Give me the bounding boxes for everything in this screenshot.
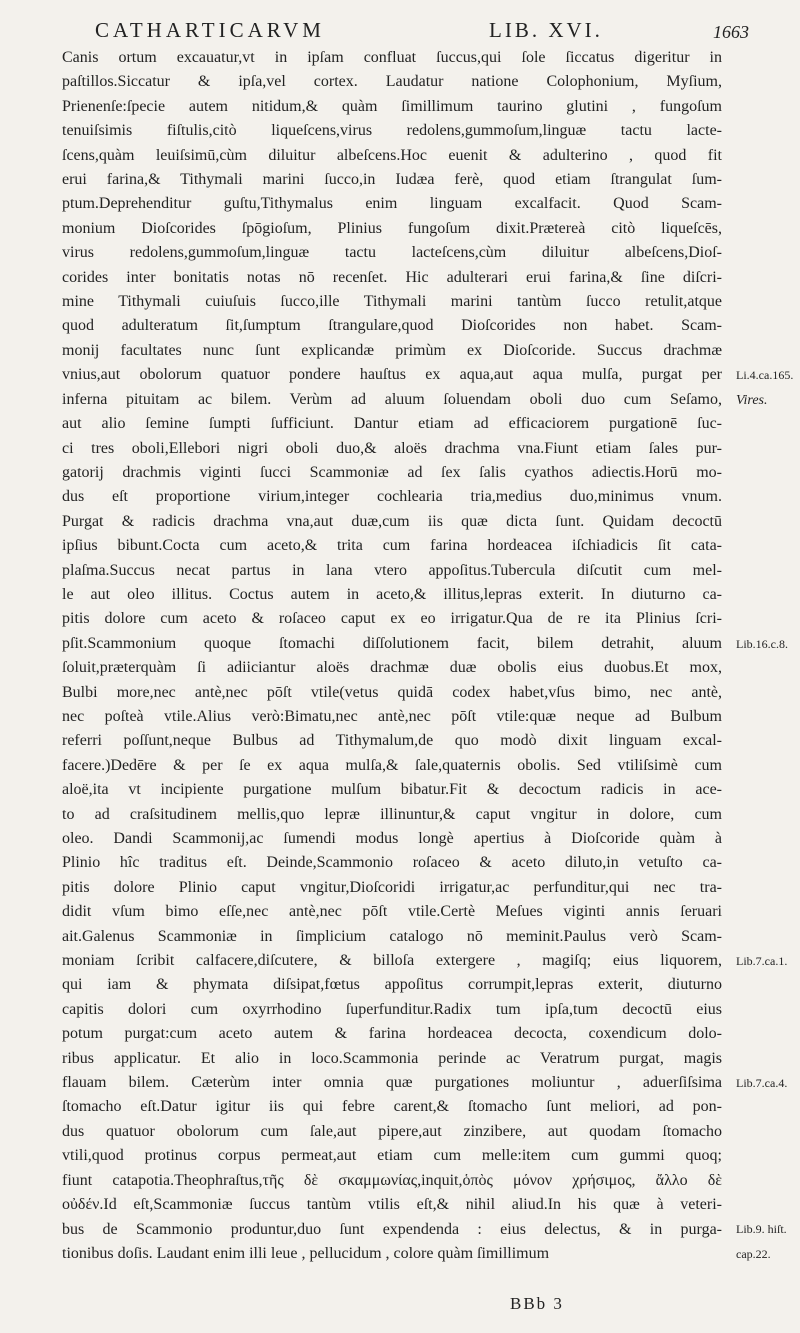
text-line: pitis dolore cum aceto & roſaceo caput ex eo irrigatur.Qua de re ita Plinius ſcri- <box>62 610 722 628</box>
text-line: vnius,aut obolorum quatuor pondere hauſtus ex aqua,aut aqua mulſa, purgat per <box>62 366 722 384</box>
text-line: capitis dolori cum oxyrrhodino ſuperfunditur.Radix tum ipſa,tum decoctū eius <box>62 1000 722 1018</box>
text-line: aloë,ita vt incipiente purgatione mulſum bibatur.Fit & decoctum radicis in ace- <box>62 781 722 799</box>
text-line: pſit.Scammonium quoque ſtomachi diſſolutionem facit, bilem detrahit, aluum <box>62 634 722 652</box>
text-line: ſtomacho eſt.Datur igitur iis qui febre carent,& ſtomacho ſunt meliori, ad pon- <box>62 1098 722 1116</box>
text-line: Purgat & radicis drachma vna,aut duæ,cum iis quæ dicta ſunt. Quidam decoctū <box>62 512 722 530</box>
text-line: quod adulteratum ſit,ſumptum ſtrangulare,quod Dioſcorides non habet. Scam- <box>62 317 722 335</box>
margin-note: Li.4.ca.165. <box>736 368 794 383</box>
text-line: monij facultates nunc ſunt explicandæ primùm ex Dioſcoride. Succus drachmæ <box>62 341 722 359</box>
text-line: vtili,quod protinus corpus permeat,aut etiam cum melle:item cum gummi quoq; <box>62 1147 722 1165</box>
margin-note: Vires. <box>736 392 768 408</box>
text-line: bus de Scammonio produntur,duo ſunt expendenda : eius delectus, & in purga- <box>62 1220 722 1238</box>
text-line: gatorij drachmis viginti ſucci Scammoniæ ad ſex ſalis cyathos adiectis.Horū mo- <box>62 463 722 481</box>
text-line: qui iam & phymata diſsipat,fœtus appoſitus corrumpit,lepras exterit, diuturno <box>62 976 722 994</box>
margin-note: cap.22. <box>736 1246 771 1261</box>
text-line: flauam bilem. Cæterùm inter omnia quæ purgationes moliuntur , aduerſiſsima <box>62 1074 722 1092</box>
book-number: LIB. XVI. <box>489 18 603 42</box>
text-line: nec poſteà vtile.Alius verò:Bimatu,nec antè,nec pōſt vtile:quæ neque ad Bulbum <box>62 707 722 725</box>
text-line: ait.Galenus Scammoniæ in ſimplicium catalogo nō meminit.Paulus verò Scam- <box>62 927 722 945</box>
page-number: 1663 <box>713 22 749 42</box>
text-line: dus eſt proportione virium,integer cochlearia tria,medius duo,minimus vnum. <box>62 488 722 506</box>
text-line: ſcens,quàm leuiſsimū,cùm diluitur albeſcens.Hoc euenit & adulterino , quod fit <box>62 146 722 164</box>
text-line: erui farina,& Tithymali marini ſucco,in Iudæa ferè, quod etiam ſtrangulat ſum- <box>62 171 722 189</box>
text-line: Bulbi more,nec antè,nec pōſt vtile(vetus quidā codex habet,vſus bimo, nec antè, <box>62 683 722 701</box>
text-line: le aut oleo illitus. Coctus autem in aceto,& illitus,lepras exterit. In diuturno ca- <box>62 585 722 603</box>
text-line: ipſius bibunt.Cocta cum aceto,& trita cum farina hordeacea iſchiadicis ſit cata- <box>62 537 722 555</box>
text-line: monium Dioſcorides ſpōgioſum, Plinius fungoſum dixit.Prætereà citò liqueſcēs, <box>62 219 722 237</box>
text-line: dus quatuor obolorum cum ſale,aut pipere,aut zinzibere, aut quodam ſtomacho <box>62 1122 722 1140</box>
text-line: tenuiſsimis fiſtulis,citò liqueſcens,virus redolens,gummoſum,linguæ tactu lacte- <box>62 122 722 140</box>
text-line: aut alio ſemine ſumpti ſufficiunt. Dantur etiam ad efficaciorem purgationē ſuc- <box>62 415 722 433</box>
text-line: potum purgat:cum aceto autem & farina hordeacea decocta, coxendicum dolo- <box>62 1025 722 1043</box>
text-line: ptum.Deprehenditur guſtu,Tithymalus enim linguam excalfacit. Quod Scam- <box>62 195 722 213</box>
text-line: Canis ortum excauatur,vt in ipſam confluat ſuccus,qui ſole ſiccatus digeritur in <box>62 49 722 66</box>
margin-note: Lib.7.ca.1. <box>736 953 788 968</box>
text-line: facere.)Dedēre & per ſe ex aqua mulſa,& ſale,quaternis obolis. Sed vtiliſsimè cum <box>62 756 722 774</box>
margin-note: Lib.9. hiſt. <box>736 1222 787 1237</box>
text-line: virus redolens,gummoſum,linguæ tactu lacteſcens,cùm diluitur albeſcens,Dioſ- <box>62 244 722 262</box>
body-text <box>62 46 722 1266</box>
text-line: to ad craſsitudinem mellis,quo lepræ illinuntur,& caput vngitur in dolore, cum <box>62 805 722 823</box>
text-line: pitis dolore Plinio caput vngitur,Dioſcoridi irrigatur,ac perfunditur,qui nec tra- <box>62 878 722 896</box>
running-title: CATHARTICARVM <box>95 18 325 42</box>
text-line: didit vſum bimo eſſe,nec antè,nec pōſt vtile.Certè Meſues viginti annis ſeruari <box>62 903 722 921</box>
text-line: fiunt catapotia.Theophraſtus,τῆς δὲ σκαμμωνίας,inquit,ὁπὸς μόνον χρήσιμος, ἄλλο δὲ <box>62 1171 722 1189</box>
text-line: mine Tithymali cuiuſuis ſucco,ille Tithymali marini tantùm ſucco retulit,atque <box>62 293 722 311</box>
text-line: oleo. Dandi Scammonij,ac ſumendi modus longè apertius à Dioſcoride quàm à <box>62 830 722 847</box>
margin-notes <box>736 0 800 1333</box>
margin-note: Lib.7.ca.4. <box>736 1075 788 1090</box>
text-line: ribus applicatur. Et alio in loco.Scammonia perinde ac Veratrum purgat, magis <box>62 1049 722 1067</box>
running-header <box>95 14 765 44</box>
text-line: Prienenſe:ſpecie autem nitidum,& quàm ſimillimum taurino glutini , fungoſum <box>62 97 722 115</box>
text-line: referri poſſunt,neque Bulbus ad Tithymalum,de quo modò dixit linguam excal- <box>62 732 722 750</box>
text-line: ci tres oboli,Ellebori nigri oboli duo,& aloës drachma vna.Fiunt etiam ſales pur- <box>62 439 722 457</box>
text-line: paſtillos.Siccatur & ipſa,vel cortex. Laudatur natione Colophonium, Myſium, <box>62 73 722 91</box>
text-line: οὐδέν.Id eſt,Scammoniæ ſuccus tantùm vtilis eſt,& nihil aliud.In his quæ à veteri- <box>62 1196 722 1214</box>
text-line: plaſma.Succus necat partus in lana vtero appoſitus.Tubercula diſcutit cum mel- <box>62 561 722 579</box>
text-line: ſoluit,præterquàm ſi adiiciantur aloës drachmæ duæ obolis eius duobus.Et mox, <box>62 659 722 677</box>
printer-signature: BBb 3 <box>510 1294 564 1313</box>
margin-note: Lib.16.c.8. <box>736 636 788 651</box>
text-line: inferna pituitam ac bilem. Verùm ad aluum ſoluendam oboli duo cum Seſamo, <box>62 390 722 408</box>
text-line: corides inter bonitatis notas nō recenſet. Hic adulterari erui farina,& ſine diſcri- <box>62 268 722 286</box>
text-line: Plinio hîc traditus eſt. Deinde,Scammonio roſaceo & aceto diluto,in vetuſto ca- <box>62 854 722 872</box>
text-line: moniam ſcribit calfacere,diſcutere, & billoſa extergere , magiſq; eius liquorem, <box>62 952 722 970</box>
text-line: tionibus doſis. Laudant enim illi leue , pellucidum , colore quàm ſimillimum <box>62 1244 550 1262</box>
